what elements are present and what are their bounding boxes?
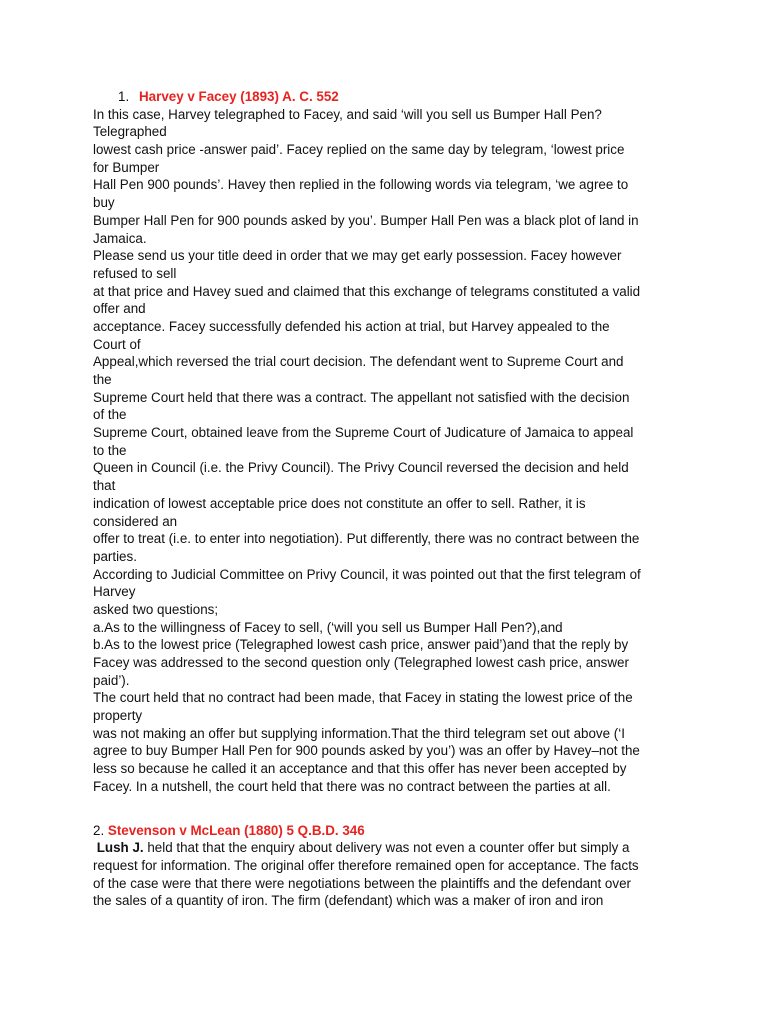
case2-line: the sales of a quantity of iron. The firm (defendant) which was a maker of iron and iron xyxy=(93,893,604,909)
case1-line: asked two questions; xyxy=(93,601,219,617)
case2-line: of the case were that there were negotiations between the plaintiffs and the defendant over xyxy=(93,875,631,891)
case1-title: Harvey v Facey (1893) A. C. 552 xyxy=(139,89,339,104)
case2-body xyxy=(93,839,683,910)
case1-line: that xyxy=(93,478,116,494)
case1-line: Telegraphed xyxy=(93,124,167,140)
case1-line: Harvey xyxy=(93,584,136,600)
case1-line: Court of xyxy=(93,336,141,352)
case1-line: Facey. In a nutshell, the court held that there was no contract between the parties at all. xyxy=(93,778,611,794)
case1-line: a.As to the willingness of Facey to sell, (‘will you sell us Bumper Hall Pen?),and xyxy=(93,619,563,635)
case1-line: was not making an offer but supplying information.That the third telegram set out above (‘I xyxy=(93,725,625,741)
case2-title: Stevenson v McLean (1880) 5 Q.B.D. 346 xyxy=(107,822,365,838)
case1-line: Supreme Court held that there was a contract. The appellant not satisfied with the decision xyxy=(93,389,630,405)
case1-line: considered an xyxy=(93,513,178,529)
case1-line: lowest cash price -answer paid’. Facey replied on the same day by telegram, ‘lowest price xyxy=(93,142,625,158)
case1-line: Supreme Court, obtained leave from the Supreme Court of Judicature of Jamaica to appeal xyxy=(93,425,634,441)
case1-line: The court held that no contract had been made, that Facey in stating the lowest price of the xyxy=(93,690,633,706)
case1-number: 1. xyxy=(118,89,130,104)
case1-heading xyxy=(93,88,683,106)
case1-line: In this case, Harvey telegraphed to Facey, and said ‘will you sell us Bumper Hall Pen? xyxy=(93,106,602,122)
document-page xyxy=(93,88,683,910)
case1-line: of the xyxy=(93,407,127,423)
case1-line: refused to sell xyxy=(93,265,177,281)
section-spacer xyxy=(93,796,683,822)
case1-line: at that price and Havey sued and claimed that this exchange of telegrams constituted a valid xyxy=(93,283,641,299)
case1-line: to the xyxy=(93,442,127,458)
case1-line: acceptance. Facey successfully defended his action at trial, but Harvey appealed to the xyxy=(93,318,610,334)
case1-line: paid’). xyxy=(93,672,130,688)
case1-line: b.As to the lowest price (Telegraphed lowest cash price, answer paid’)and that the reply by xyxy=(93,637,629,653)
case1-line: Please send us your title deed in order that we may get early possession. Facey however xyxy=(93,248,622,264)
case2-number: 2. xyxy=(93,822,105,838)
case1-line: Bumper Hall Pen for 900 pounds asked by you’. Bumper Hall Pen was a black plot of land in xyxy=(93,212,639,228)
case2-first-line-text: held that that the enquiry about delivery was not even a counter offer but simply a xyxy=(143,840,630,856)
case1-line: Hall Pen 900 pounds’. Havey then replied in the following words via telegram, ‘we agree to xyxy=(93,177,629,193)
case1-line: Jamaica. xyxy=(93,230,147,246)
case1-line: offer and xyxy=(93,301,146,317)
case1-line: property xyxy=(93,708,143,724)
case1-line: Queen in Council (i.e. the Privy Council). The Privy Council reversed the decision and held xyxy=(93,460,629,476)
case1-line: the xyxy=(93,372,112,387)
case1-line: for Bumper xyxy=(93,159,160,175)
case1-line: Facey was addressed to the second question only (Telegraphed lowest cash price, answer xyxy=(93,655,629,670)
case1-line: buy xyxy=(93,195,115,211)
case1-line: parties. xyxy=(93,548,137,564)
case1-line: According to Judicial Committee on Privy Council, it was pointed out that the first telegram of xyxy=(93,566,641,582)
case2-line: request for information. The original offer therefore remained open for acceptance. The facts xyxy=(93,857,639,873)
case1-line: less so because he called it an acceptance and that this offer has never been accepted by xyxy=(93,761,627,777)
case1-line: agree to buy Bumper Hall Pen for 900 pounds asked by you’) was an offer by Havey–not the xyxy=(93,743,640,759)
case2-judge: Lush J. xyxy=(96,840,144,856)
case1-line: indication of lowest acceptable price does not constitute an offer to sell. Rather, it is xyxy=(93,495,586,511)
case1-line: offer to treat (i.e. to enter into negotiation). Put differently, there was no contract between the xyxy=(93,531,640,547)
case1-body xyxy=(93,106,683,796)
case1-line: Appeal,which reversed the trial court decision. The defendant went to Supreme Court and xyxy=(93,354,624,370)
case2-heading xyxy=(93,822,683,840)
case2-first-line xyxy=(93,839,683,857)
